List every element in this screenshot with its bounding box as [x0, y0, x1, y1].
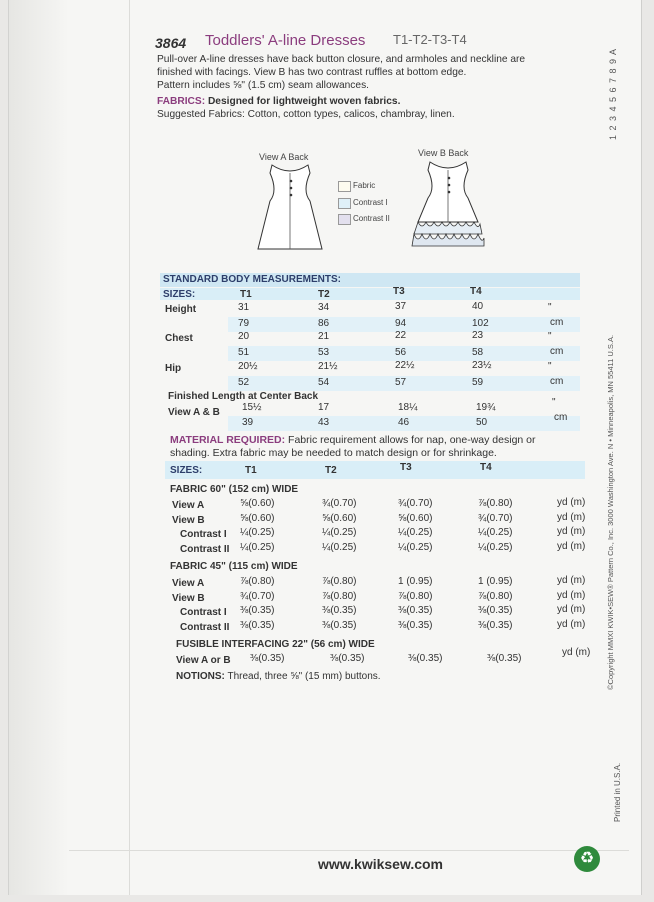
measurement-value-in: 22	[395, 330, 407, 341]
yardage-value: ⅞(0.80)	[322, 590, 357, 602]
material-row-label: View A	[172, 500, 205, 511]
view-b-dress-illustration	[408, 160, 488, 256]
yardage-value: ⅞(0.80)	[240, 576, 275, 587]
fabric-width-title: FABRIC 45" (115 cm) WIDE	[170, 561, 298, 572]
print-numbers: 1 2 3 4 5 6 7 8 9 A	[608, 47, 618, 140]
yardage-value: ¼(0.25)	[322, 541, 357, 553]
measurement-value-cm: 86	[318, 318, 330, 329]
material-row-label: Contrast II	[180, 621, 230, 633]
yardage-value: ⅜(0.35)	[240, 605, 275, 616]
view-a-dress-illustration	[250, 163, 330, 253]
yardage-value: ⅜(0.35)	[322, 619, 357, 631]
yardage-value: ⅝(0.60)	[398, 512, 433, 524]
unit-yd-m: yd (m)	[557, 575, 586, 586]
sizes-band	[160, 288, 580, 300]
material-size-header: T1	[245, 465, 257, 476]
material-row-label: View A	[172, 578, 205, 589]
yardage-value: ⅜(0.35)	[240, 619, 275, 631]
yardage-value: 1 (0.95)	[478, 576, 513, 587]
measurement-value-in: 21	[318, 331, 330, 342]
measurement-value-cm: 54	[318, 377, 330, 388]
unit-cm: cm	[554, 412, 568, 423]
yardage-value: ¾(0.70)	[240, 590, 275, 602]
notions-label: NOTIONS:	[176, 671, 225, 682]
measurement-label: Hip	[165, 363, 182, 374]
yardage-value: ⅜(0.35)	[478, 619, 513, 631]
unit-yd-m: yd (m)	[557, 497, 586, 508]
recycle-icon: ♻	[574, 846, 600, 872]
measurement-value-cm: 56	[395, 347, 407, 358]
yardage-value: ⅜(0.35)	[398, 605, 433, 616]
legend-contrast-i: Contrast I	[353, 198, 388, 207]
yardage-value: ⅞(0.80)	[322, 576, 357, 587]
unit-inches: "	[548, 302, 552, 313]
view-b-label: View B Back	[418, 148, 469, 158]
measurement-value-cm: 57	[395, 377, 407, 388]
copyright-address: ©Copyright MMXI KWIK•SEW® Pattern Co., Inc. 3000 Washington Ave. N • Minneapolis, MN 55411 U.S.A.	[606, 334, 615, 690]
size-header: T4	[470, 286, 482, 297]
finished-length-cm: 39	[242, 417, 254, 428]
yardage-value: ¼(0.25)	[478, 527, 513, 538]
description-line: finished with facings. View B has two contrast ruffles at bottom edge.	[157, 67, 467, 78]
measurement-value-in: 23	[472, 330, 484, 341]
fusible-value: ⅜(0.35)	[330, 653, 365, 664]
fabrics-line	[157, 97, 400, 107]
finished-length-label: View A & B	[168, 407, 220, 418]
fusible-value: ⅜(0.35)	[487, 653, 522, 664]
fold-crease	[69, 850, 629, 851]
yardage-value: 1 (0.95)	[398, 576, 433, 587]
notions-text: Thread, three ⅝" (15 mm) buttons.	[227, 671, 381, 682]
finished-length-cm: 43	[318, 417, 330, 428]
finished-length-in: 19¾	[476, 402, 496, 413]
size-header: T3	[393, 286, 405, 297]
yardage-value: ⅜(0.35)	[478, 605, 513, 616]
yardage-value: ¼(0.25)	[240, 541, 275, 553]
yardage-value: ⅞(0.80)	[478, 590, 513, 602]
yardage-value: ¾(0.70)	[478, 512, 513, 524]
yardage-value: ⅝(0.60)	[322, 512, 357, 524]
measurement-value-in: 20	[238, 331, 250, 342]
measurement-value-cm: 51	[238, 347, 250, 358]
suggested-fabrics: Suggested Fabrics: Cotton, cotton types, calicos, chambray, linen.	[157, 109, 455, 120]
measurement-value-in: 31	[238, 302, 250, 313]
yardage-value: ⅞(0.80)	[478, 498, 513, 509]
measurement-value-in: 20½	[238, 361, 258, 372]
fold-crease	[129, 0, 130, 895]
material-row-label: View B	[172, 514, 205, 526]
measurement-value-in: 37	[395, 301, 407, 312]
material-sizes-label: SIZES:	[170, 465, 203, 476]
finished-length-in: 15½	[242, 402, 262, 413]
unit-yd-m: yd (m)	[557, 511, 586, 523]
measurement-value-in: 22½	[395, 360, 415, 371]
fabric-width-title: FABRIC 60" (152 cm) WIDE	[170, 484, 299, 495]
size-header: T1	[240, 289, 252, 300]
website-url: www.kwiksew.com	[318, 856, 444, 872]
fabrics-label: FABRICS:	[157, 96, 206, 107]
fabrics-text: Designed for lightweight woven fabrics.	[207, 96, 401, 107]
measurement-value-cm: 58	[472, 347, 484, 358]
fabric-swatch	[338, 181, 351, 192]
legend-fabric: Fabric	[353, 181, 376, 190]
measurement-value-cm: 59	[472, 377, 484, 388]
yardage-value: ¼(0.25)	[398, 527, 433, 538]
material-row-label: Contrast I	[180, 529, 227, 540]
unit-inches: "	[548, 361, 552, 372]
unit-cm: cm	[550, 317, 564, 328]
measurement-label: Height	[165, 304, 197, 315]
finished-length-in: 18¼	[398, 402, 418, 413]
unit-yd-m: yd (m)	[557, 526, 586, 537]
fusible-title: FUSIBLE INTERFACING 22" (56 cm) WIDE	[176, 639, 375, 650]
yardage-value: ¾(0.70)	[398, 498, 433, 509]
material-row-label: Contrast I	[180, 607, 227, 618]
size-range: T1-T2-T3-T4	[393, 32, 467, 47]
finished-length-title: Finished Length at Center Back	[168, 391, 319, 402]
fusible-value: ⅜(0.35)	[250, 653, 285, 664]
pattern-number: 3864	[155, 35, 187, 51]
unit-yd-m: yd (m)	[557, 604, 586, 615]
finished-length-cm: 50	[476, 417, 488, 428]
material-size-header: T2	[325, 465, 337, 476]
unit-yd-m: yd (m)	[562, 647, 591, 658]
unit-yd-m: yd (m)	[557, 589, 586, 601]
contrast-i-swatch	[338, 198, 351, 209]
material-row-label: Contrast II	[180, 543, 230, 555]
yardage-value: ⅜(0.35)	[398, 619, 433, 631]
sizes-label: SIZES:	[163, 289, 196, 300]
yardage-value: ⅝(0.60)	[240, 512, 275, 524]
unit-inches: "	[548, 331, 552, 342]
material-row-label: View B	[172, 592, 205, 604]
measurement-value-cm: 94	[395, 318, 407, 329]
material-size-header: T3	[400, 462, 412, 473]
description-line: Pattern includes ⅝" (1.5 cm) seam allowances.	[157, 80, 369, 91]
unit-yd-m: yd (m)	[557, 540, 586, 552]
unit-inches: "	[552, 397, 556, 408]
material-note-2: shading. Extra fabric may be needed to match design or for shrinkage.	[170, 447, 497, 459]
fusible-value: ⅜(0.35)	[408, 653, 443, 664]
description-line: Pull-over A-line dresses have back button closure, and armholes and neckline are	[157, 54, 526, 65]
fusible-row-label: View A or B	[176, 655, 231, 666]
yardage-value: ¼(0.25)	[398, 541, 433, 553]
measurement-value-in: 21½	[318, 361, 338, 372]
material-sizes-band	[165, 461, 585, 479]
measurement-value-cm: 52	[238, 377, 250, 388]
measurement-label: Chest	[165, 333, 193, 344]
yardage-value: ⅝(0.60)	[240, 498, 275, 509]
measurement-value-cm: 102	[472, 318, 489, 329]
yardage-value: ⅜(0.35)	[322, 605, 357, 616]
yardage-value: ¼(0.25)	[478, 541, 513, 553]
material-title: MATERIAL REQUIRED:	[170, 434, 286, 446]
view-a-label: View A Back	[259, 152, 309, 162]
yardage-value: ⅞(0.80)	[398, 590, 433, 602]
pattern-title: Toddlers' A-line Dresses	[205, 32, 366, 49]
measurement-value-cm: 79	[238, 318, 250, 329]
measurement-value-in: 40	[472, 301, 484, 312]
material-size-header: T4	[480, 462, 492, 473]
printed-in-usa: Printed in U.S.A.	[613, 762, 622, 822]
yardage-value: ¼(0.25)	[322, 527, 357, 538]
finished-length-cm: 46	[398, 417, 410, 428]
measurement-value-in: 34	[318, 302, 330, 313]
legend-contrast-ii: Contrast II	[353, 214, 390, 223]
material-line-1	[170, 435, 536, 446]
measurement-value-cm: 53	[318, 347, 330, 358]
unit-cm: cm	[550, 376, 564, 387]
yardage-value: ¼(0.25)	[240, 527, 275, 538]
yardage-value: ¾(0.70)	[322, 498, 357, 509]
material-note: Fabric requirement allows for nap, one-way design or	[288, 434, 536, 446]
unit-cm: cm	[550, 346, 564, 357]
unit-yd-m: yd (m)	[557, 618, 586, 630]
size-header: T2	[318, 289, 330, 300]
finished-length-in: 17	[318, 402, 330, 413]
measurement-value-in: 23½	[472, 360, 492, 371]
contrast-ii-swatch	[338, 214, 351, 225]
notions-line	[176, 672, 381, 682]
body-measurements-title: STANDARD BODY MEASUREMENTS:	[163, 274, 341, 285]
